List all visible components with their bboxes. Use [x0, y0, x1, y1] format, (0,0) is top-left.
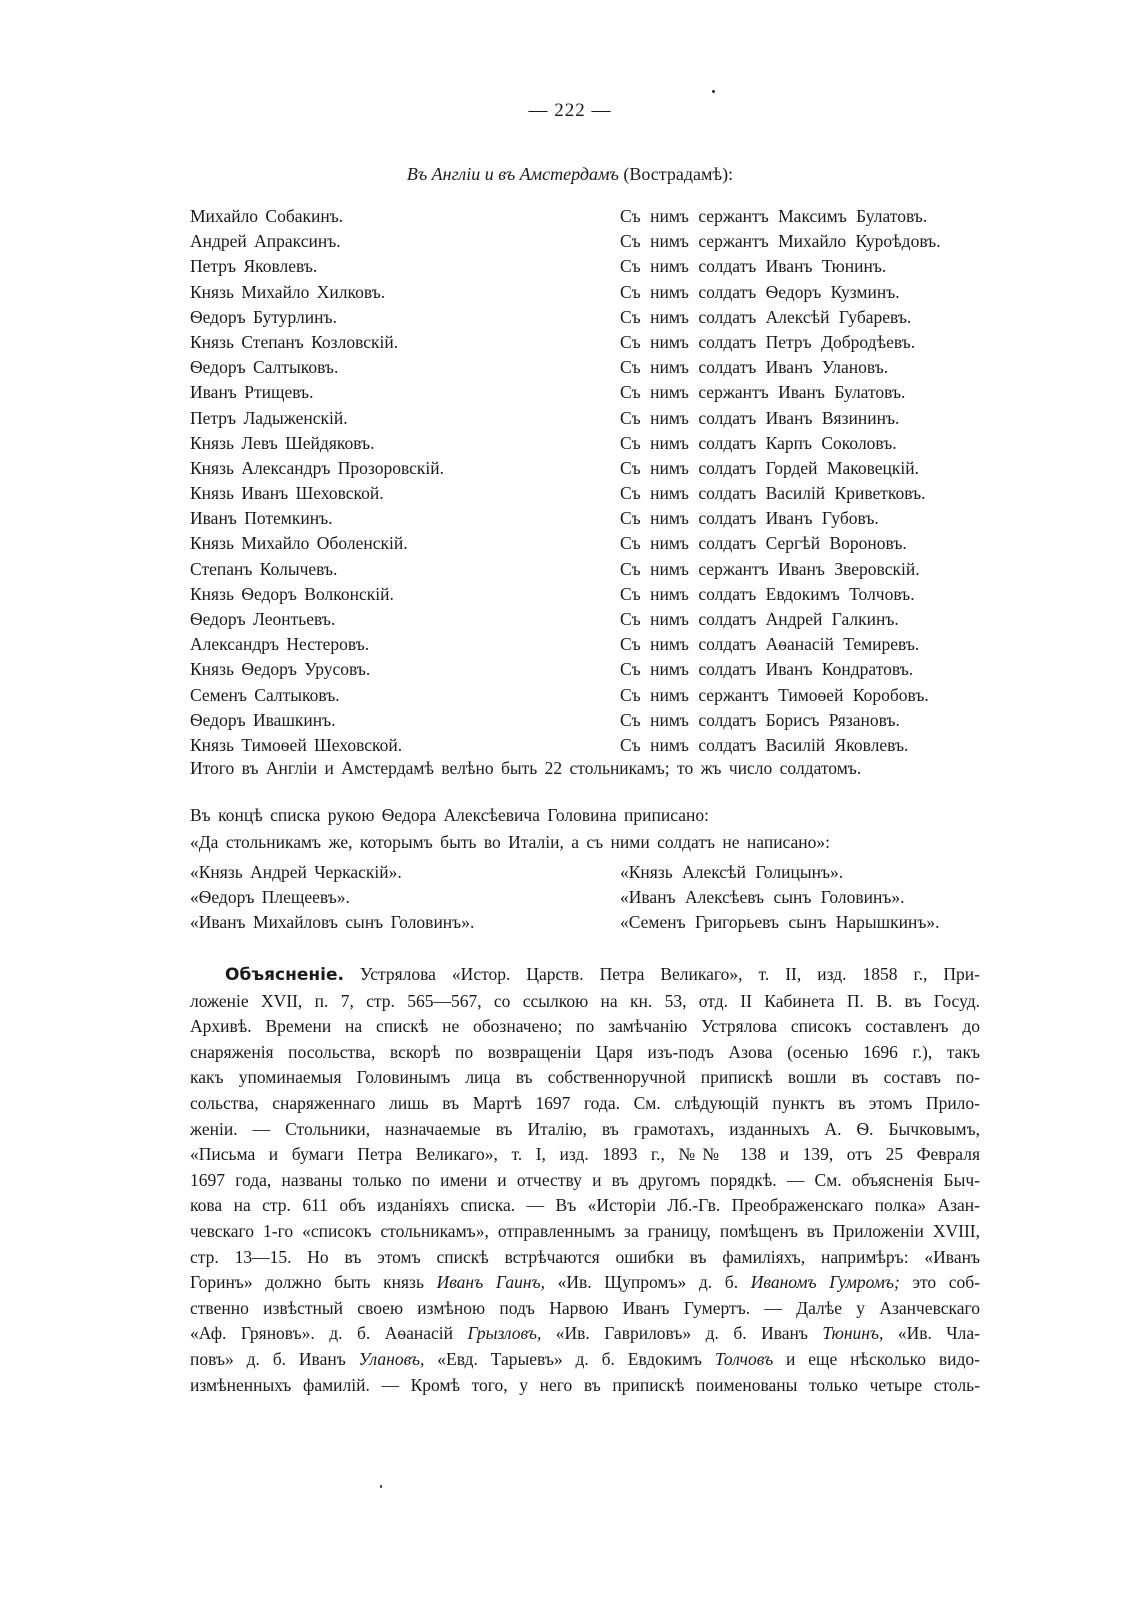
stolnik-name: Ѳедоръ Салтыковъ. [190, 357, 339, 378]
page-number: — 222 — [528, 100, 612, 121]
stolnik-name: Князь Михайло Оболенскій. [190, 533, 408, 554]
stolnik-name: Степанъ Колычевъ. [190, 558, 338, 579]
roster-row [190, 456, 990, 481]
companion-name: Съ нимъ солдатъ Сергѣй Вороновъ. [620, 533, 907, 554]
explanation-text: Устрялова «Истор. Царств. Петра Великаго», т. II, изд. 1858 г., При- [343, 964, 980, 984]
italic-name: Грызловъ, [467, 1323, 542, 1344]
stolnik-name: Семенъ Салтыковъ. [190, 684, 340, 705]
companion-name: Съ нимъ солдатъ Аѳанасій Темиревъ. [620, 634, 920, 655]
stolnik-name: Князь Михайло Хилковъ. [190, 281, 386, 302]
explanation-title: Объясненіе. [225, 965, 344, 985]
italy-name-right: «Семенъ Григорьевъ сынъ Нарышкинъ». [620, 912, 940, 933]
stolnik-name: Князь Левъ Шейдяковъ. [190, 432, 375, 453]
stolnik-name: Андрей Апраксинъ. [190, 231, 341, 252]
explanation-line: женіи. — Стольники, назначаемые въ Италію, въ грамотахъ, изданныхъ А. Ѳ. Бычковымъ, [190, 1118, 980, 1139]
companion-name: Съ нимъ солдатъ Иванъ Кондратовъ. [620, 659, 914, 680]
print-speck [380, 1485, 382, 1488]
explanation-line [190, 1321, 980, 1347]
italic-name: Иванъ Гаинъ, [436, 1272, 545, 1293]
italy-stolnik-list [190, 860, 990, 936]
italy-name-left: «Иванъ Михайловъ сынъ Головинъ». [190, 912, 475, 933]
explanation-line [190, 962, 980, 989]
stolnik-name: Александръ Нестеровъ. [190, 634, 370, 655]
companion-name: Съ нимъ сержантъ Тимоѳей Коробовъ. [620, 684, 929, 705]
companion-name: Съ нимъ солдатъ Иванъ Тюнинъ. [620, 256, 887, 277]
explanation-line: стр. 13—15. Но въ этомъ спискѣ встрѣчаются ошибки въ фамиліяхъ, напримѣръ: «Иванъ [190, 1246, 980, 1267]
roster-row [190, 254, 990, 279]
explanation-paragraph [190, 962, 980, 1398]
companion-name: Съ нимъ солдатъ Ѳедоръ Кузминъ. [620, 281, 900, 302]
explanation-line: Архивѣ. Времени на спискѣ не обозначено; по замѣчанію Устрялова списокъ составленъ до [190, 1016, 980, 1037]
stolnik-roster [190, 204, 990, 758]
roster-row [190, 280, 990, 305]
stolnik-name: Князь Степанъ Козловскій. [190, 331, 399, 352]
stolnik-name: Иванъ Ртищевъ. [190, 382, 314, 403]
roster-row [190, 733, 990, 758]
stolnik-name: Петръ Ладыженскій. [190, 407, 348, 428]
companion-name: Съ нимъ солдатъ Карпъ Соколовъ. [620, 432, 897, 453]
handwritten-note-intro: Въ концѣ списка рукою Ѳедора Алексѣевича Головина приписано: [190, 805, 709, 825]
companion-name: Съ нимъ солдатъ Алексѣй Губаревъ. [620, 306, 912, 327]
roster-row [190, 632, 990, 657]
roster-row [190, 406, 990, 431]
stolnik-name: Князь Ѳедоръ Волконскій. [190, 583, 394, 604]
explanation-line: 1697 года, названы только по имени и отчеству и въ другомъ порядкѣ. — См. объясненія Быч- [190, 1169, 980, 1190]
roster-row [190, 481, 990, 506]
text: «Аф. Гряновъ». д. б. Аѳанасій [190, 1323, 468, 1344]
italic-name: Иваномъ Гумромъ; [750, 1272, 900, 1293]
stolnik-name: Ѳедоръ Ивашкинъ. [190, 709, 336, 730]
explanation-line: снаряженія посольства, вскорѣ по возвращеніи Царя изъ-подъ Азова (осенью 1696 г.), такъ [190, 1041, 980, 1062]
explanation-line: кова на стр. 611 объ изданіяхъ списка. — Въ «Исторіи Лб.-Гв. Преображенскаго полка» Азан- [190, 1195, 980, 1216]
stolnik-name: Князь Александръ Прозоровскій. [190, 457, 444, 478]
stolnik-name: Ѳедоръ Бутурлинъ. [190, 306, 337, 327]
italic-name: Тюнинъ, [822, 1323, 884, 1344]
companion-name: Съ нимъ солдатъ Иванъ Вязининъ. [620, 407, 900, 428]
companion-name: Съ нимъ солдатъ Петръ Добродѣевъ. [620, 331, 916, 352]
companion-name: Съ нимъ сержантъ Михайло Куроѣдовъ. [620, 231, 941, 252]
italy-name-left: «Князь Андрей Черкаскій». [190, 862, 402, 882]
roster-row [190, 204, 990, 229]
companion-name: Съ нимъ сержантъ Иванъ Зверовскій. [620, 558, 920, 579]
italy-row [190, 910, 990, 935]
roster-row [190, 557, 990, 582]
companion-name: Съ нимъ сержантъ Иванъ Булатовъ. [620, 382, 906, 403]
italic-name: Улановъ, [358, 1348, 425, 1369]
roster-row [190, 657, 990, 682]
print-speck [712, 90, 715, 93]
text: повъ» д. б. Иванъ [190, 1348, 359, 1369]
roster-row [190, 229, 990, 254]
italic-name: Толчовъ [714, 1348, 774, 1369]
companion-name: Съ нимъ солдатъ Иванъ Губовъ. [620, 508, 879, 529]
stolnik-name: Ѳедоръ Леонтьевъ. [190, 609, 336, 629]
stolnik-name: Князь Ѳедоръ Урусовъ. [190, 659, 371, 680]
italy-row [190, 885, 990, 910]
roster-row [190, 305, 990, 330]
text: и еще нѣсколько видо- [773, 1348, 980, 1369]
italy-name-right: «Князь Алексѣй Голицынъ». [620, 862, 844, 882]
roster-total: Итого въ Англіи и Амстердамѣ велѣно быть 22 стольникамъ; то жъ число солдатомъ. [190, 758, 862, 778]
explanation-line: чевскаго 1-го «списокъ стольникамъ», отправленнымъ за границу, помѣщенъ въ Приложеніи XVIII, [190, 1220, 980, 1241]
explanation-line: измѣненныхъ фамилій. — Кромѣ того, у него въ припискѣ поименованы только четыре столь- [190, 1374, 980, 1395]
section-heading [0, 164, 1140, 185]
stolnik-name: Михайло Собакинъ. [190, 206, 344, 226]
roster-row [190, 355, 990, 380]
text: «Ив. Чла- [883, 1323, 981, 1344]
italy-name-right: «Иванъ Алексѣевъ сынъ Головинъ». [620, 887, 905, 908]
explanation-line: сольства, снаряженнаго лишь въ Мартѣ 1697 года. См. слѣдующій пунктъ въ этомъ Прило- [190, 1092, 980, 1113]
text: «Евд. Тарыевъ» д. б. Евдокимъ [424, 1348, 715, 1369]
text: «Ив. Гавриловъ» д. б. Иванъ [541, 1323, 823, 1344]
roster-row [190, 380, 990, 405]
heading-italic: Въ Англіи и въ Амстердамъ [406, 164, 619, 184]
companion-name: Съ нимъ солдатъ Гордей Маковецкій. [620, 457, 919, 478]
companion-name: Съ нимъ солдатъ Василій Яковлевъ. [620, 734, 909, 755]
italy-row [190, 860, 990, 885]
stolnik-name: Князь Иванъ Шеховской. [190, 483, 384, 504]
companion-name: Съ нимъ солдатъ Борисъ Рязановъ. [620, 709, 900, 730]
roster-row [190, 531, 990, 556]
text: «Ив. Щупромъ» д. б. [544, 1272, 751, 1293]
companion-name: Съ нимъ солдатъ Иванъ Улановъ. [620, 357, 889, 378]
companion-name: Съ нимъ солдатъ Евдокимъ Толчовъ. [620, 583, 915, 604]
explanation-line [190, 1347, 980, 1373]
text: это соб- [899, 1272, 980, 1293]
companion-name: Съ нимъ солдатъ Андрей Галкинъ. [620, 609, 899, 629]
roster-row [190, 506, 990, 531]
roster-row [190, 683, 990, 708]
roster-row [190, 330, 990, 355]
text: Горинъ» должно быть князь [190, 1272, 437, 1293]
companion-name: Съ нимъ сержантъ Максимъ Булатовъ. [620, 206, 928, 226]
stolnik-name: Иванъ Потемкинъ. [190, 508, 333, 529]
explanation-line: «Письма и бумаги Петра Великаго», т. I, изд. 1893 г., №№ 138 и 139, отъ 25 Февраля [190, 1144, 980, 1165]
explanation-line: какъ упоминаемыя Головинымъ лица въ собственноручной припискѣ вошли въ составъ по- [190, 1067, 980, 1088]
roster-row [190, 431, 990, 456]
companion-name: Съ нимъ солдатъ Василій Криветковъ. [620, 483, 926, 504]
italy-name-left: «Ѳедоръ Плещеевъ». [190, 887, 350, 908]
roster-row [190, 708, 990, 733]
explanation-line: ложеніе XVII, п. 7, стр. 565—567, со ссылкою на кн. 53, отд. II Кабинета П. В. въ Госуд. [190, 990, 980, 1011]
heading-plain: (Вострадамѣ): [618, 164, 734, 184]
roster-row [190, 607, 990, 632]
explanation-line: ственно извѣстный своею измѣною подъ Нарвою Иванъ Гумертъ. — Далѣе у Азанчевскаго [190, 1297, 980, 1318]
roster-row [190, 582, 990, 607]
italy-quote: «Да стольникамъ же, которымъ быть во Италіи, а съ ними солдатъ не написано»: [190, 832, 831, 852]
stolnik-name: Князь Тимоѳей Шеховской. [190, 734, 403, 755]
stolnik-name: Петръ Яковлевъ. [190, 256, 318, 277]
explanation-line [190, 1270, 980, 1296]
